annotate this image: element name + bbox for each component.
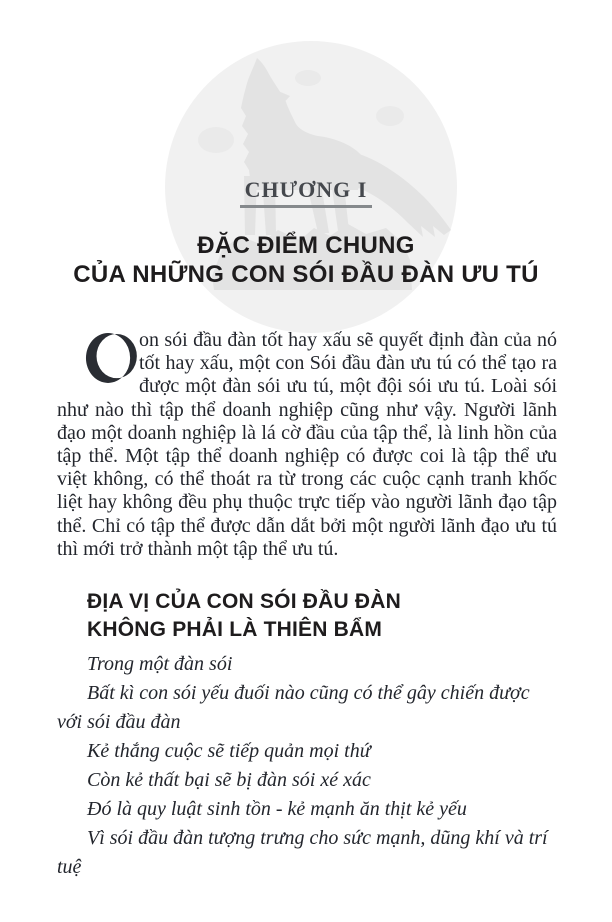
section-heading [87, 588, 401, 644]
quote-line: Trong một đàn sói [87, 653, 233, 675]
section-heading-line-1: ĐỊA VỊ CỦA CON SÓI ĐẦU ĐÀN [87, 590, 401, 613]
chapter-label [0, 178, 612, 208]
quote-line: Kẻ thắng cuộc sẽ tiếp quản mọi thứ [87, 740, 371, 762]
chapter-label-text: CHƯƠNG I [240, 178, 373, 208]
section-heading-line-2: KHÔNG PHẢI LÀ THIÊN BẨM [87, 618, 383, 641]
chapter-title [0, 231, 612, 289]
quote-line: Đó là quy luật sinh tồn - kẻ mạnh ăn thịt kẻ yếu [87, 798, 467, 820]
quote-line: Vì sói đầu đàn tượng trưng cho sức mạnh, dũng khí và trí tuệ [57, 827, 548, 878]
drop-cap-crescent-icon [85, 332, 133, 384]
chapter-title-line-2: CỦA NHỮNG CON SÓI ĐẦU ĐÀN ƯU TÚ [73, 261, 539, 288]
chapter-title-line-1: ĐẶC ĐIỂM CHUNG [197, 232, 415, 259]
quote-line: Bất kì con sói yếu đuối nào cũng có thể gây chiến được với sói đầu đàn [57, 682, 530, 733]
opening-paragraph-text: on sói đầu đàn tốt hay xấu sẽ quyết định đàn của nó tốt hay xấu, một con Sói đầu đàn ưu tú có thể tạo ra được một đàn sói ưu tú, một đội sói ưu tú. Loài sói như nào thì tập thể doanh nghiệp cũng như vậy. Người lãnh đạo một doanh nghiệp là lá cờ đầu của tập thể, là linh hồn của tập thể. Một tập thể doanh nghiệp có được coi là tập thể ưu việt không, có thể thoát ra từ trong các cuộc cạnh tranh khốc liệt hay không đều phụ thuộc trực tiếp vào người lãnh đạo tập thể. Chỉ có tập thể được dẫn dắt bởi một người lãnh đạo ưu tú thì mới trở thành một tập thể ưu tú. [57, 329, 557, 560]
opening-paragraph [57, 329, 557, 561]
quote-line: Còn kẻ thất bại sẽ bị đàn sói xé xác [87, 769, 371, 791]
drop-cap-letter [85, 384, 86, 385]
drop-cap [85, 332, 133, 377]
quote-list [57, 650, 557, 882]
